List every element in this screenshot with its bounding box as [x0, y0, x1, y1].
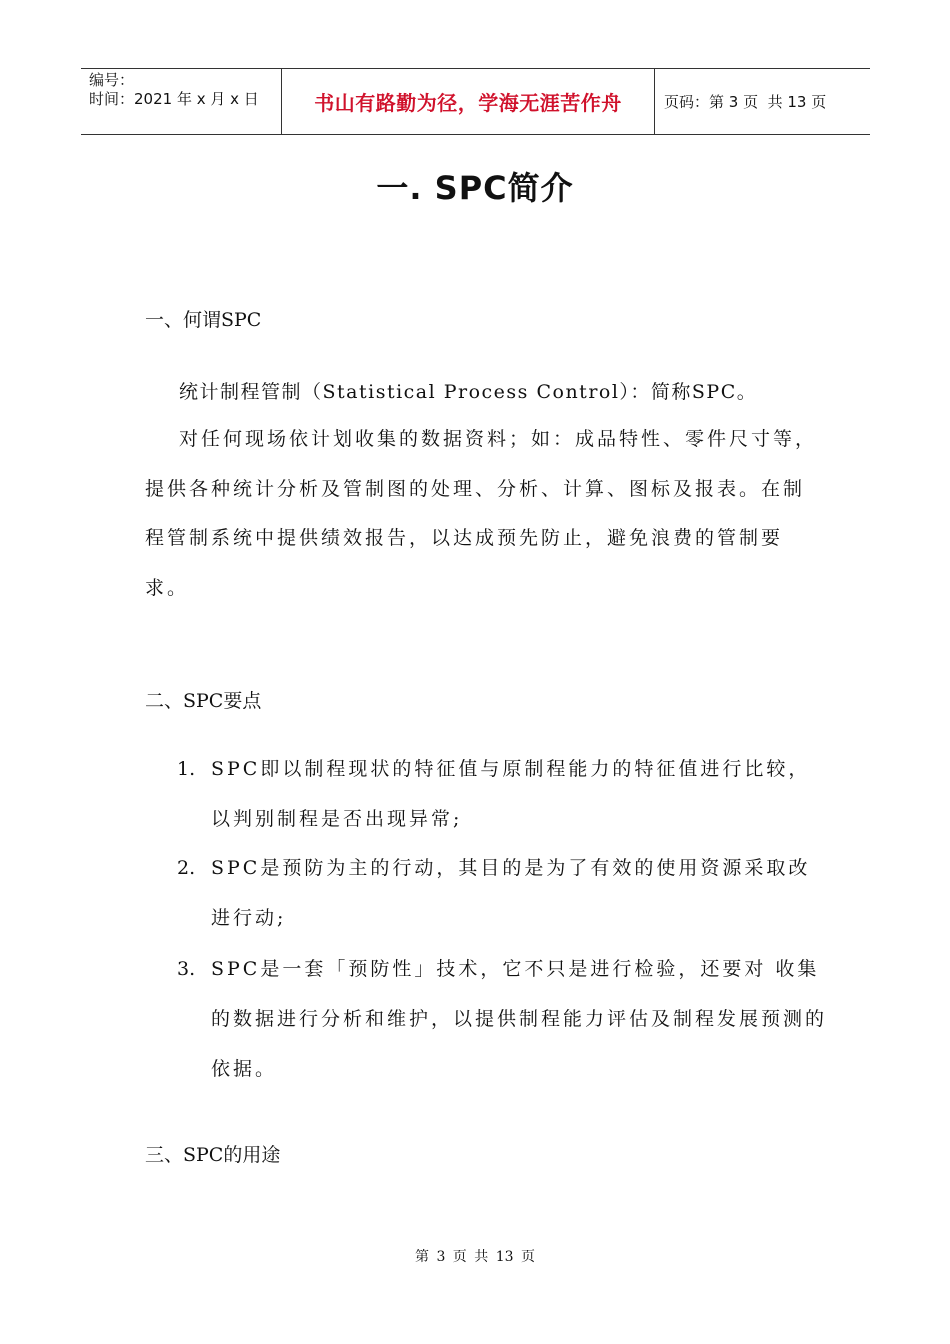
page-title: 一. SPC简介 — [376, 169, 574, 207]
section-heading-what-is-spc: 一、何谓SPC — [145, 309, 262, 331]
spc-description-text: 对任何现场依计划收集的数据资料；如：成品特性、零件尺寸等，提供各种统计分析及管制图的处理、分析、计算、图标及报表。在制程管制系统中提供绩效报告，以达成预先防止，避免浪费的管制要求。 — [145, 428, 818, 599]
list-item — [177, 744, 827, 844]
document-header — [81, 68, 870, 135]
section-heading-spc-key-points: 二、SPC要点 — [145, 690, 262, 712]
list-item-text: SPC即以制程现状的特征值与原制程能力的特征值进行比较，以判别制程是否出现异常; — [211, 758, 811, 830]
header-motto: 书山有路勤为径，学海无涯苦作舟 — [282, 69, 655, 134]
list-item-text: SPC是预防为主的行动，其目的是为了有效的使用资源采取改进行动; — [211, 857, 811, 929]
page-footer: 第 3 页 共 13 页 — [415, 1249, 535, 1265]
header-page-info: 页码：第 3 页 共 13 页 — [664, 93, 827, 111]
header-number-label: 编号： — [89, 71, 135, 89]
list-item — [177, 944, 827, 1094]
spc-description-paragraph — [145, 415, 825, 613]
list-item-number: 1. — [177, 758, 196, 780]
spc-definition-line: 统计制程管制（Statistical Process Control）：简称SPC。 — [179, 381, 758, 403]
list-item-number: 3. — [177, 958, 196, 980]
header-page-cell — [655, 69, 870, 134]
list-item-text: SPC是一套「预防性」技术，它不只是进行检验，还要对 收集的数据进行分析和维护，以提供制程能力评估及制程发展预测的依据。 — [211, 958, 828, 1080]
list-item — [177, 843, 827, 943]
section-heading-spc-uses: 三、SPC的用途 — [145, 1144, 281, 1166]
list-item-number: 2. — [177, 857, 196, 879]
header-date-label: 时间：2021 年 x 月 x 日 — [89, 90, 259, 108]
header-meta-cell — [81, 69, 282, 134]
